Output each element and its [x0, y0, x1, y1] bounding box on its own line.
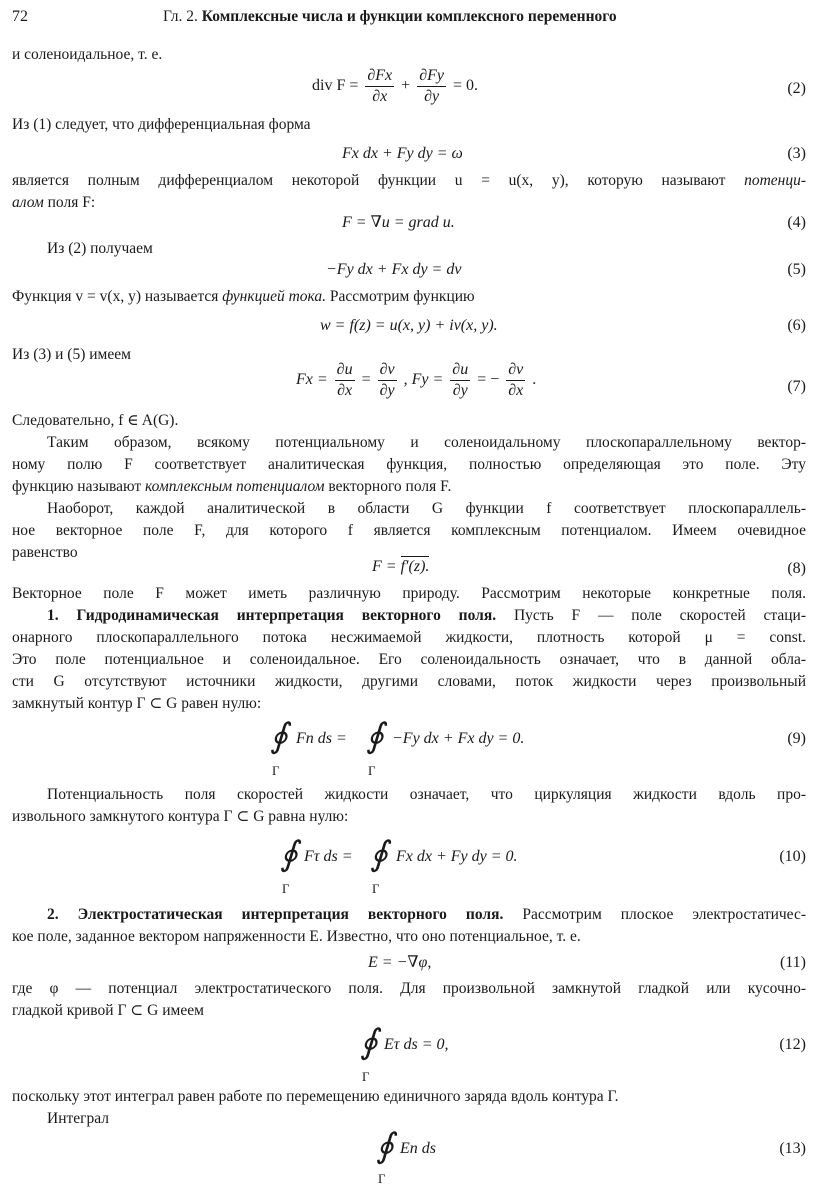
- contour-integral-symbol: ∮: [376, 1128, 394, 1165]
- equation-number: (11): [779, 954, 806, 971]
- text-line: гладкой кривой Γ ⊂ G имеем: [12, 1002, 204, 1019]
- text-line: ному полю F соответствует аналитическая функция, полностью определяющая это поле. Эту: [12, 456, 806, 473]
- equation-number: (12): [779, 1036, 806, 1053]
- equation-7: Fx = $\frac{\partial u}{\partial x}$ = $\frac{\partial v}{\partial y}$ , Fy = $\frac{\partial u}{\partial y}$ = − $\frac{\partial v}{\partial x}$ .: [296, 361, 537, 399]
- text-line: Из (2) получаем: [47, 240, 153, 257]
- text-line: алом поля F:: [12, 194, 96, 211]
- running-header: [12, 6, 806, 30]
- equation-number: (2): [787, 80, 806, 97]
- text-line: кое поле, заданное вектором напряженности E. Известно, что оно потенциальное, т. е.: [12, 928, 581, 945]
- equation-number: (8): [787, 560, 806, 577]
- equation-8: F = f′(z).: [372, 558, 430, 575]
- text-line: Функция v = v(x, y) называется функцией тока. Рассмотрим функцию: [12, 288, 475, 305]
- equation-number: (4): [787, 214, 806, 231]
- text-line: Интеграл: [47, 1110, 109, 1127]
- contour-integral-symbol: ∮: [366, 718, 384, 755]
- text-line: равенство: [12, 544, 78, 561]
- text-line: онарного плоскопараллельного потока несжимаемой жидкости, плотность которой μ = const.: [12, 629, 806, 646]
- text-line: Таким образом, всякому потенциальному и соленоидальному плоскопараллельному вектор-: [47, 434, 806, 451]
- text-line: Из (3) и (5) имеем: [12, 346, 131, 363]
- text-line: Потенциальность поля скоростей жидкости означает, что циркуляция жидкости вдоль про-: [47, 786, 806, 803]
- contour-integral-symbol: ∮: [360, 1024, 378, 1061]
- text-line: поскольку этот интеграл равен работе по перемещению единичного заряда вдоль контура Γ.: [12, 1088, 619, 1105]
- text-line: Векторное поле F может иметь различную природу. Рассмотрим некоторые конкретные поля.: [12, 585, 806, 602]
- equation-5: −Fy dx + Fx dy = dv: [326, 261, 462, 278]
- equation-number: (5): [787, 261, 806, 278]
- equation-3: Fx dx + Fy dy = ω: [342, 145, 463, 162]
- contour-label: Γ: [368, 763, 376, 778]
- contour-label: Γ: [372, 881, 380, 896]
- contour-label: Γ: [378, 1171, 386, 1186]
- text-line: 1. Гидродинамическая интерпретация векторного поля. Пусть F — поле скоростей стаци-: [47, 607, 806, 624]
- contour-label: Γ: [282, 881, 290, 896]
- text-line: ное векторное поле F, для которого f является комплексным потенциалом. Имеем очевидное: [12, 522, 806, 539]
- contour-integral-symbol: ∮: [370, 836, 388, 873]
- equation-number: (7): [787, 378, 806, 395]
- equation-number: (6): [787, 317, 806, 334]
- equation-number: (9): [787, 730, 806, 747]
- text-line: Следовательно, f ∈ A(G).: [12, 412, 179, 429]
- text-line: и соленоидальное, т. е.: [12, 46, 163, 63]
- text-line: извольного замкнутого контура Γ ⊂ G равна нулю:: [12, 808, 349, 825]
- equation-11: E = −∇φ,: [368, 954, 432, 971]
- text-line: Это поле потенциальное и соленоидальное. Его соленоидальность означает, что в данной обла-: [12, 651, 806, 668]
- text-line: 2. Электростатическая интерпретация векторного поля. Рассмотрим плоское электростатичес-: [47, 906, 806, 923]
- text-line: является полным дифференциалом некоторой функции u = u(x, y), которую называют потенци-: [12, 172, 806, 189]
- text-line: функцию называют комплексным потенциалом векторного поля F.: [12, 478, 452, 495]
- page-number: 72: [12, 8, 28, 25]
- text-line: замкнутый контур Γ ⊂ G равен нулю:: [12, 695, 262, 712]
- equation-number: (13): [779, 1140, 806, 1157]
- chapter-title: Гл. 2. Комплексные числа и функции комплексного переменного: [163, 8, 617, 25]
- equation-number: (10): [779, 848, 806, 865]
- contour-label: Γ: [272, 763, 280, 778]
- text-line: Из (1) следует, что дифференциальная форма: [12, 116, 311, 133]
- equation-6: w = f(z) = u(x, y) + iv(x, y).: [320, 317, 498, 334]
- contour-integral-symbol: ∮: [270, 718, 288, 755]
- contour-label: Γ: [362, 1069, 370, 1084]
- text-line: сти G отсутствуют источники жидкости, другими словами, поток жидкости через произвольный: [12, 673, 806, 690]
- equation-2: div F = $\frac{\partial Fx}{\partial x}$ + $\frac{\partial Fy}{\partial y}$ = 0.: [312, 67, 478, 105]
- text-line: Наоборот, каждой аналитической в области G функции f соответствует плоскопараллель-: [47, 500, 806, 517]
- contour-integral-symbol: ∮: [280, 836, 298, 873]
- text-line: где φ — потенциал электростатического поля. Для произвольной замкнутой гладкой или кусочно-: [12, 980, 806, 997]
- equation-number: (3): [787, 145, 806, 162]
- equation-4: F = ∇u = grad u.: [342, 214, 455, 231]
